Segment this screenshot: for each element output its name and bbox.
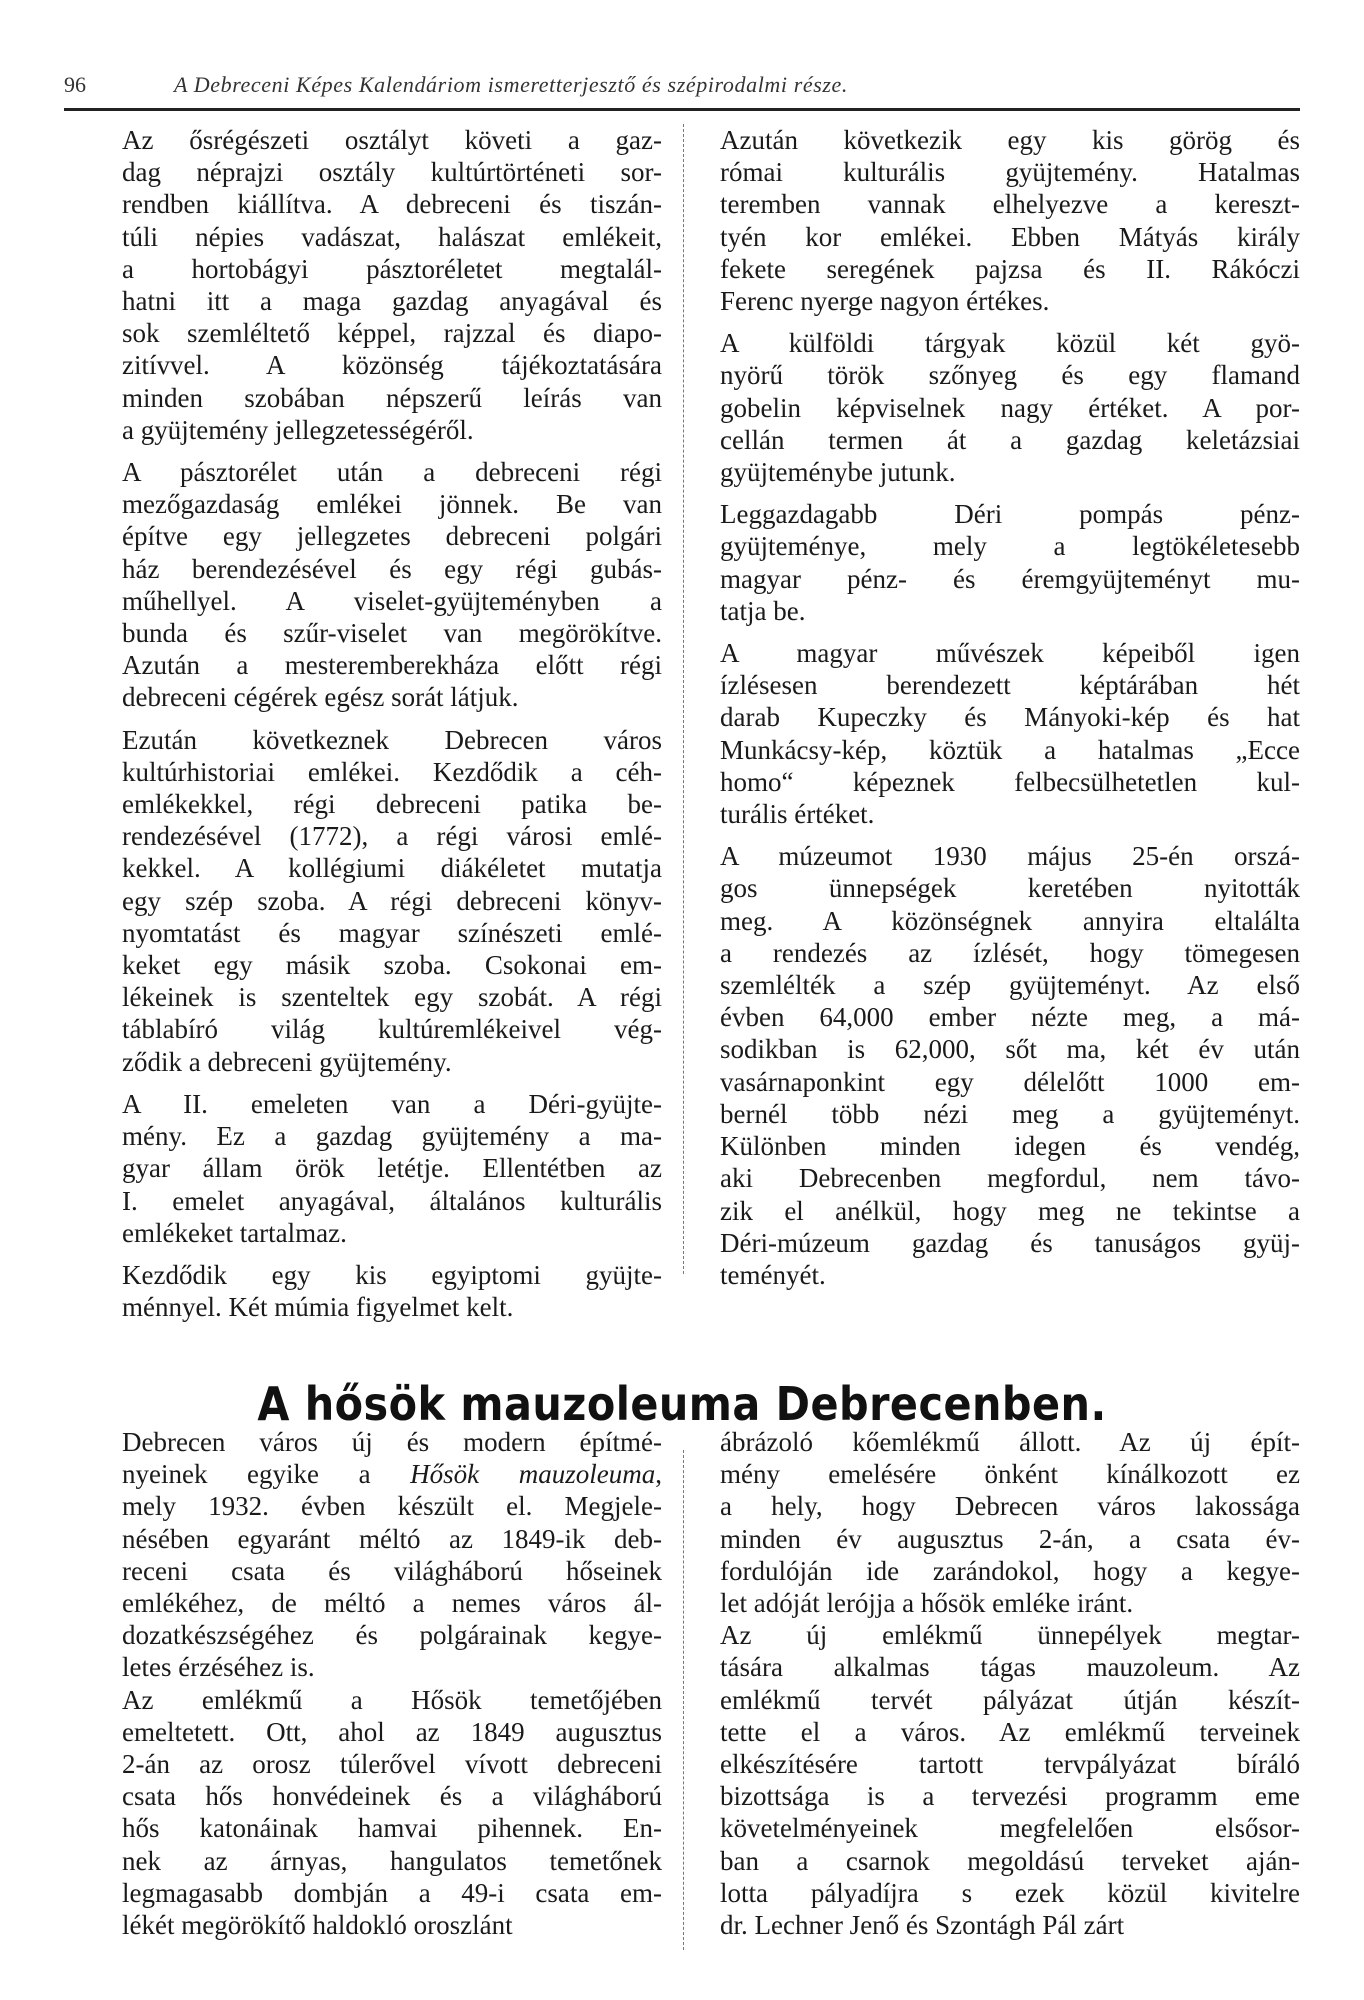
text-line: Különben minden idegen és vendég, [720, 1131, 1300, 1162]
running-head: A Debreceni Képes Kalendáriom ismeretterjesztő és szépirodalmi része. [174, 72, 849, 97]
text-line: I. emelet anyagával, általános kulturális [122, 1185, 662, 1216]
paragraph [88, 1088, 662, 1249]
text-line: minden szobában népszerű leírás van [122, 382, 662, 413]
article-left-column [88, 1426, 662, 1941]
text-line: teményét. [720, 1259, 826, 1290]
text-line: rendben kiállítva. A debreceni és tiszán- [122, 189, 662, 220]
text-line: szemlélték a szép gyüjteményt. Az első [720, 970, 1300, 1001]
text-line: dozatkészségéhez és polgárainak kegye- [122, 1620, 662, 1651]
text-line: sok szemléltető képpel, rajzzal és diapo- [122, 318, 662, 349]
text-line: Ferenc nyerge nagyon értékes. [720, 286, 1050, 317]
text-line: A múzeumot 1930 május 25-én orszá- [720, 841, 1300, 872]
text-line: gyar állam örök letétje. Ellentétben az [122, 1153, 662, 1184]
text-line: ház berendezésével és egy régi gubás- [122, 553, 662, 584]
text-line: műhellyel. A viselet-gyüjteményben a [122, 585, 662, 616]
text-line: hős katonáinak hamvai pihennek. En- [122, 1813, 662, 1844]
text-line: letes érzéséhez is. [122, 1652, 315, 1683]
text-line: rendezésével (1772), a régi városi emlé- [122, 821, 662, 852]
text-line: ménnyel. Két múmia figyelmet kelt. [122, 1292, 514, 1323]
text-line: hatni itt a maga gazdag anyagával és [122, 286, 662, 317]
text-line: tette el a város. Az emlékmű terveinek [720, 1716, 1300, 1747]
paragraph [686, 1619, 1300, 1941]
text-line: gyüjteménye, mely a legtökéletesebb [720, 531, 1300, 562]
paragraph [88, 124, 662, 446]
text-line: mény. Ez a gazdag gyüjtemény a ma- [122, 1121, 662, 1152]
right-column [686, 124, 1300, 1291]
text-line: mely 1932. évben készült el. Megjele- [122, 1491, 662, 1522]
text-line: ábrázoló kőemlékmű állott. Az új épít- [720, 1427, 1300, 1457]
paragraph [88, 724, 662, 1078]
text-line: elkészítésére tartott tervpályázat bíráló [720, 1749, 1300, 1780]
text-line: A II. emeleten van a Déri-gyüjte- [122, 1088, 662, 1119]
text-line: lotta pályadíjra s ezek közül kivitelre [720, 1877, 1300, 1908]
article-right-column [686, 1426, 1300, 1941]
text-line: nésében egyaránt méltó az 1849-ik deb- [122, 1523, 662, 1554]
text-line: a hortobágyi pásztoréletet megtalál- [122, 253, 662, 284]
text-line: Debrecen város új és modern építmé- [122, 1427, 662, 1457]
text-line: tatja be. [720, 595, 806, 626]
museum-section [88, 124, 1300, 1323]
paragraph [88, 456, 662, 714]
column-divider [683, 1450, 684, 1950]
text-line: emlékekkel, régi debreceni patika be- [122, 789, 662, 820]
text-line: minden év augusztus 2-án, a csata év- [720, 1523, 1300, 1554]
text-line: Az új emlékmű ünnepélyek megtar- [720, 1620, 1300, 1651]
text-line: 2-án az orosz túlerővel vívott debreceni [122, 1749, 662, 1780]
text-line: mezőgazdaság emlékei jönnek. Be van [122, 489, 662, 520]
italic-phrase: Hősök mauzoleuma [410, 1459, 656, 1490]
text-line: gos ünnepségek keretében nyitották [720, 873, 1300, 904]
text-line: tyén kor emlékei. Ebben Mátyás király [720, 221, 1300, 252]
text-line: táblabíró világ kultúremlékeivel vég- [122, 1014, 662, 1045]
text-line: bizottsága is a tervezési programm eme [720, 1781, 1300, 1812]
text-line: nyeinek egyike a Hősök mauzoleuma, [122, 1459, 662, 1490]
text-line: emeltetett. Ott, ahol az 1849 augusztus [122, 1716, 662, 1747]
text-line: teremben vannak elhelyezve a kereszt- [720, 189, 1300, 220]
text-line: emlékeket tartalmaz. [122, 1217, 347, 1248]
text-line: túli népies vadászat, halászat emlékeit, [122, 221, 662, 252]
text-line: Kezdődik egy kis egyiptomi gyüjte- [122, 1259, 662, 1290]
text-line: római kulturális gyüjtemény. Hatalmas [720, 157, 1300, 188]
text-line: dr. Lechner Jenő és Szontágh Pál zárt [720, 1910, 1125, 1941]
text-line: Ezután következnek Debrecen város [122, 724, 662, 755]
text-line: darab Kupeczky és Mányoki-kép és hat [720, 702, 1300, 733]
text-line: debreceni cégérek egész sorát látjuk. [122, 682, 519, 713]
text-line: építve egy jellegzetes debreceni polgári [122, 521, 662, 552]
text-line: let adóját lerójja a hősök emléke iránt. [720, 1588, 1134, 1619]
text-line: a rendezés az ízlését, hogy tömegesen [720, 937, 1300, 968]
text-line: bernél több nézi meg a gyüjteményt. [720, 1098, 1300, 1129]
text-line: sodikban is 62,000, sőt ma, két év után [720, 1034, 1300, 1065]
text-line: egy szép szoba. A régi debreceni könyv- [122, 885, 662, 916]
text-line: emlékmű tervét pályázat útján készít- [720, 1684, 1300, 1715]
text-line: nek az árnyas, hangulatos temetőnek [122, 1845, 662, 1876]
mausoleum-article [88, 1426, 1298, 1966]
page-header [64, 62, 1300, 111]
text-line: fordulóján ide zarándokol, hogy a kegye- [720, 1555, 1300, 1586]
text-line: nyomtatást és magyar színészeti emlé- [122, 917, 662, 948]
text-line: a gyüjtemény jellegzetességéről. [122, 414, 474, 445]
text-line: tására alkalmas tágas mauzoleum. Az [720, 1652, 1300, 1683]
paragraph [88, 1426, 662, 1684]
text-line: cellán termen át a gazdag keletázsiai [720, 424, 1300, 455]
text-line: turális értéket. [720, 799, 875, 830]
left-column [88, 124, 662, 1323]
paragraph [686, 327, 1300, 488]
text-line: homo“ képeznek felbecsülhetetlen kul- [720, 766, 1300, 797]
text-line: Az ősrégészeti osztályt követi a gaz- [122, 125, 662, 155]
paragraph [88, 1684, 662, 1942]
text-line: Az emlékmű a Hősök temetőjében [122, 1684, 662, 1715]
text-line: Azután következik egy kis görög és [720, 125, 1300, 155]
text-line: vasárnaponkint egy délelőtt 1000 em- [720, 1066, 1300, 1097]
text-line: lékeinek is szenteltek egy szobát. A régi [122, 982, 662, 1013]
paragraph [686, 637, 1300, 830]
paragraph [686, 840, 1300, 1291]
text-line: kultúrhistoriai emlékei. Kezdődik a céh- [122, 756, 662, 787]
paragraph [686, 1426, 1300, 1619]
article-title: A hősök mauzoleuma Debrecenben. [257, 1376, 1107, 1431]
text-line: keket egy másik szoba. Csokonai em- [122, 950, 662, 981]
text-line: a hely, hogy Debrecen város lakossága [720, 1491, 1300, 1522]
text-line: zitívvel. A közönség tájékoztatására [122, 350, 662, 381]
text-line: fekete seregének pajzsa és II. Rákóczi [720, 253, 1300, 284]
text-line: Leggazdagabb Déri pompás pénz- [720, 499, 1300, 530]
text-line: ban a csarnok megoldású terveket aján- [720, 1845, 1300, 1876]
text-line: receni csata és világháború hőseinek [122, 1555, 662, 1586]
text-line: nyörű török szőnyeg és egy flamand [720, 360, 1300, 391]
text-line: emlékéhez, de méltó a nemes város ál- [122, 1588, 662, 1619]
text-line: követelményeinek megfelelően elsősor- [720, 1813, 1300, 1844]
text-line: aki Debrecenben megfordul, nem távo- [720, 1163, 1300, 1194]
text-line: A pásztorélet után a debreceni régi [122, 457, 662, 488]
text-line: csata hős honvédeinek és a világháború [122, 1781, 662, 1812]
text-line: gyüjteménybe jutunk. [720, 457, 956, 488]
text-line: A magyar művészek képeiből igen [720, 638, 1300, 669]
text-line: A külföldi tárgyak közül két gyö- [720, 328, 1300, 359]
text-line: évben 64,000 ember nézte meg, a má- [720, 1002, 1300, 1033]
text-line: gobelin képviselnek nagy értéket. A por- [720, 392, 1300, 423]
text-line: kekkel. A kollégiumi diákéletet mutatja [122, 853, 662, 884]
paragraph [686, 124, 1300, 317]
paragraph [88, 1259, 662, 1323]
text-line: Azután a mesteremberekháza előtt régi [122, 650, 662, 681]
text-line: legmagasabb dombján a 49-i csata em- [122, 1877, 662, 1908]
text-line: ződik a debreceni gyüjtemény. [122, 1046, 452, 1077]
text-line: ízlésesen berendezett képtárában hét [720, 670, 1300, 701]
text-line: meg. A közönségnek annyira eltalálta [720, 905, 1300, 936]
page-number: 96 [64, 72, 86, 97]
text-line: dag néprajzi osztály kultúrtörténeti sor- [122, 157, 662, 188]
text-line: Déri-múzeum gazdag és tanuságos gyüj- [720, 1227, 1300, 1258]
column-divider [683, 124, 684, 1274]
text-line: bunda és szűr-viselet van megörökítve. [122, 618, 662, 649]
text-line: Munkácsy-kép, köztük a hatalmas „Ecce [720, 734, 1300, 765]
text-line: magyar pénz- és éremgyüjteményt mu- [720, 563, 1300, 594]
text-line: mény emelésére önként kínálkozott ez [720, 1459, 1300, 1490]
text-line: zik el anélkül, hogy meg ne tekintse a [720, 1195, 1300, 1226]
paragraph [686, 498, 1300, 627]
text-line: lékét megörökítő haldokló oroszlánt [122, 1910, 513, 1941]
